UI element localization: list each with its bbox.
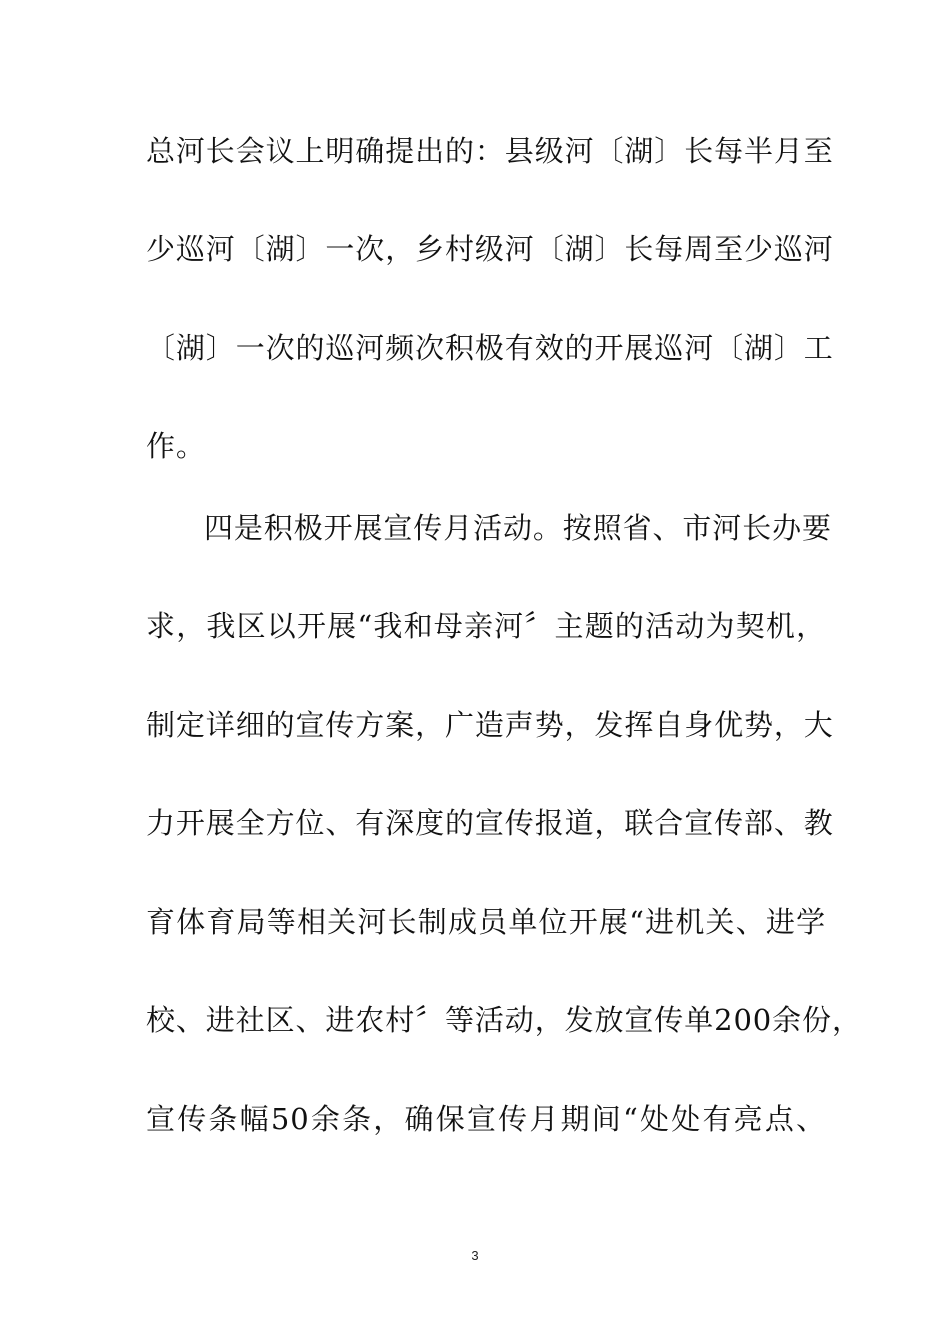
page-number: 3: [471, 1248, 479, 1263]
paragraph-2-line-6: 校、进社区、进农村〞等活动，发放宣传单200余份，: [146, 1003, 862, 1037]
paragraph-2-line-3: 制定详细的宣传方案，广造声势，发挥自身优势，大: [146, 708, 834, 742]
paragraph-2-line-5: 育体育局等相关河长制成员单位开展“进机关、进学: [146, 905, 826, 939]
paragraph-line-3: 〔湖〕一次的巡河频次积极有效的开展巡河〔湖〕工: [146, 331, 834, 365]
paragraph-line-4: 作。: [146, 429, 206, 463]
paragraph-2-line-4: 力开展全方位、有深度的宣传报道，联合宣传部、教: [146, 806, 834, 840]
paragraph-line-1: 总河长会议上明确提出的：县级河〔湖〕长每半月至: [146, 134, 834, 168]
paragraph-2-line-2: 求，我区以开展“我和母亲河〞主题的活动为契机，: [146, 609, 826, 643]
paragraph-2-line-7: 宣传条幅50余条，确保宣传月期间“处处有亮点、: [146, 1102, 826, 1136]
paragraph-line-2: 少巡河〔湖〕一次，乡村级河〔湖〕长每周至少巡河: [146, 232, 834, 266]
paragraph-2-line-1: 四是积极开展宣传月活动。按照省、市河长办要: [204, 511, 832, 545]
